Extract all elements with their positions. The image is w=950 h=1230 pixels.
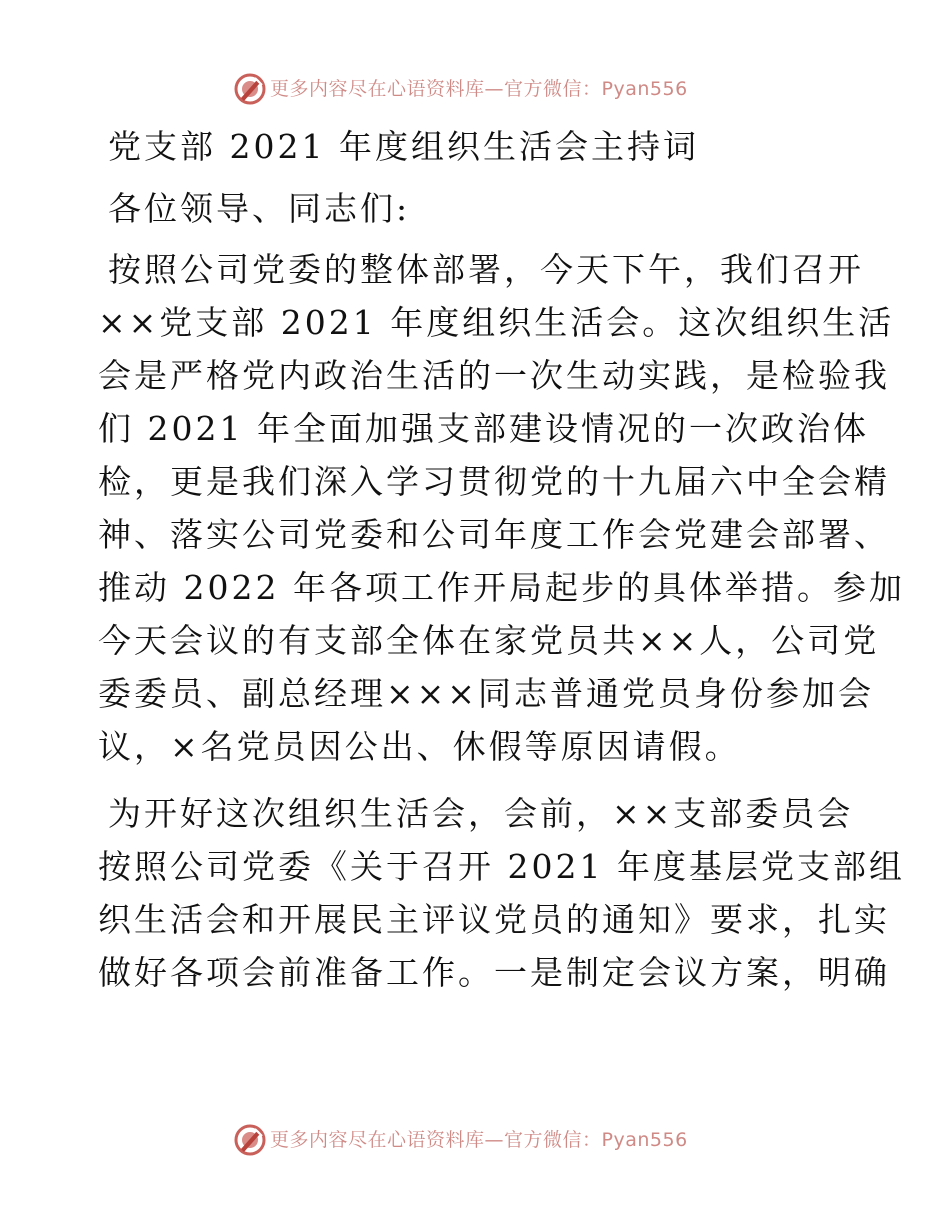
paragraph-line: 按照公司党委的整体部署，今天下午，我们召开	[108, 250, 864, 289]
paragraph-line: 们 2021 年全面加强支部建设情况的一次政治体	[98, 409, 869, 448]
paragraph-line: 检，更是我们深入学习贯彻党的十九届六中全会精	[98, 462, 890, 501]
paragraph-line: 议，×名党员因公出、休假等原因请假。	[98, 727, 741, 766]
paragraph-line: 今天会议的有支部全体在家党员共××人，公司党	[98, 621, 880, 660]
paragraph-line: 神、落实公司党委和公司年度工作会党建会部署、	[98, 515, 890, 554]
watermark-banner-bottom	[0, 1121, 950, 1161]
paragraph-1	[98, 243, 905, 773]
paragraph-line: 做好各项会前准备工作。一是制定会议方案，明确	[98, 953, 890, 992]
seal-logo-icon	[233, 72, 267, 106]
document-body	[98, 127, 905, 999]
paragraph-line: 推动 2022 年各项工作开局起步的具体举措。参加	[98, 568, 905, 607]
document-title: 党支部 2021 年度组织生活会主持词	[108, 127, 699, 166]
paragraph-line: 委委员、副总经理×××同志普通党员身份参加会	[98, 674, 874, 713]
paragraph-line: 织生活会和开展民主评议党员的通知》要求，扎实	[98, 900, 890, 939]
paragraph-line: 会是严格党内政治生活的一次生动实践，是检验我	[98, 356, 890, 395]
watermark-text: 更多内容尽在心语资料库—官方微信：Pyan556	[270, 1129, 688, 1151]
watermark-banner-top	[0, 70, 950, 110]
paragraph-line: 为开好这次组织生活会，会前，××支部委员会	[108, 794, 854, 833]
greeting: 各位领导、同志们:	[108, 189, 411, 228]
paragraph-line: 按照公司党委《关于召开 2021 年度基层党支部组	[98, 847, 905, 886]
paragraph-line: ××党支部 2021 年度组织生活会。这次组织生活	[98, 303, 895, 342]
seal-logo-icon	[233, 1123, 267, 1157]
paragraph-2	[98, 787, 905, 999]
watermark-text: 更多内容尽在心语资料库—官方微信：Pyan556	[270, 78, 688, 100]
